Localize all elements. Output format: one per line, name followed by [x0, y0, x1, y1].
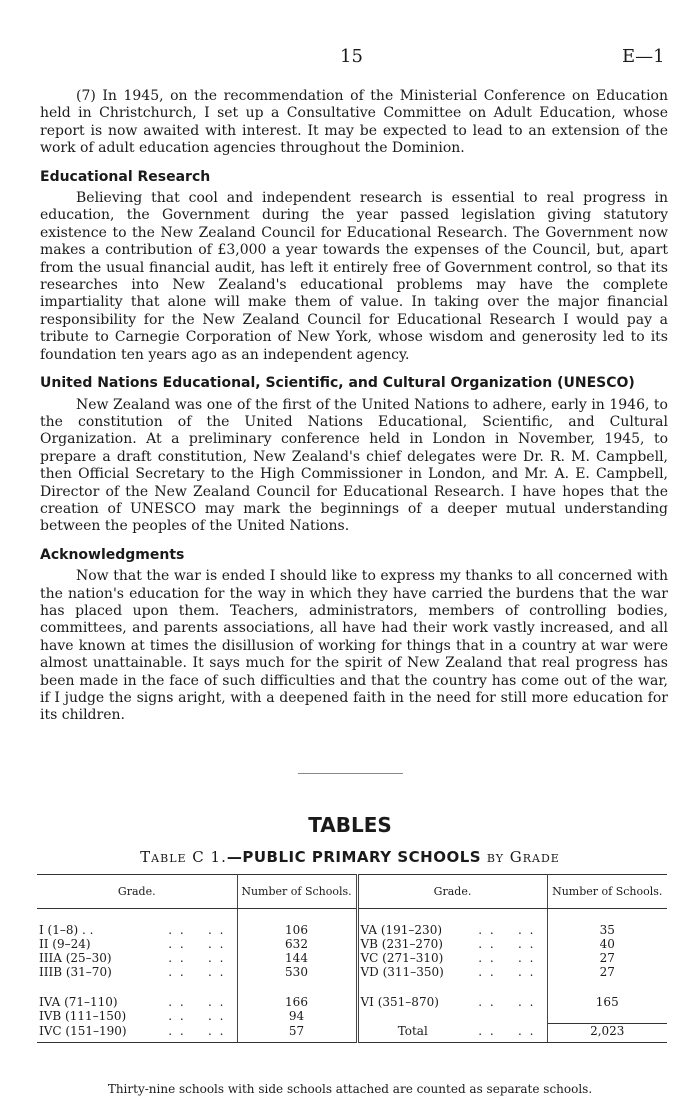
- grade-cell: IIIA (25–30): [39, 951, 112, 965]
- leader-dots: . .: [168, 965, 186, 979]
- grade-cell: IVB (111–150): [39, 1009, 127, 1024]
- spacer-row: [37, 979, 667, 995]
- leader-dots: . .: [467, 1024, 507, 1043]
- leader-dots: . .: [507, 995, 547, 1009]
- table-row: [37, 965, 667, 979]
- grade-cell: IIIB (31–70): [39, 965, 112, 979]
- leader-dots: . .: [507, 1024, 547, 1043]
- count-cell: 94: [237, 1009, 357, 1024]
- count-cell: 166: [237, 995, 357, 1009]
- grade-cell: VB (231–270): [360, 937, 443, 951]
- caption-main: —PUBLIC PRIMARY SCHOOLS: [226, 848, 482, 866]
- header-grade-right: Grade.: [357, 875, 547, 909]
- table-row: [37, 951, 667, 965]
- count-cell: 35: [599, 923, 615, 937]
- paragraph-7: (7) In 1945, on the recommendation of the Ministerial Conference on Education held in Christchurch, I set up a Consultative Committee on Adult Education, whose report is now awaited with interest. It may be expected to lead to an extension of the work of adult education agencies throughout the Dominion.: [40, 88, 668, 157]
- heading-unesco: United Nations Educational, Scientific, and Cultural Organization (UNESCO): [40, 375, 635, 392]
- leader-dots: . .: [197, 909, 237, 938]
- header-grade-left: Grade.: [37, 875, 237, 909]
- count-cell: 530: [237, 965, 357, 979]
- leader-dots: . .: [168, 995, 186, 1009]
- header-count-right: Number of Schools.: [547, 875, 667, 909]
- leader-dots: . .: [197, 965, 237, 979]
- table-caption: [0, 848, 700, 866]
- grade-cell: VC (271–310): [360, 951, 444, 965]
- count-cell: 27: [599, 965, 615, 979]
- table-row: [37, 909, 667, 938]
- leader-dots: . .: [168, 937, 186, 951]
- count-cell: 27: [599, 951, 615, 965]
- count-cell: 106: [237, 909, 357, 938]
- leader-dots: . .: [168, 951, 186, 965]
- leader-dots: . .: [507, 937, 547, 951]
- table-row: [37, 937, 667, 951]
- leader-dots: . .: [197, 995, 237, 1009]
- grade-cell: IVC (151–190): [37, 1024, 157, 1043]
- table-row: [37, 1024, 667, 1043]
- section-divider: [298, 773, 403, 774]
- leader-dots: . .: [168, 1009, 186, 1024]
- document-code: E—1: [622, 46, 665, 67]
- leader-dots: . .: [507, 965, 547, 979]
- heading-educational-research: Educational Research: [40, 168, 211, 185]
- leader-dots: . .: [478, 951, 496, 965]
- count-cell: 165: [595, 995, 619, 1009]
- count-cell: 40: [599, 937, 615, 951]
- leader-dots: . .: [168, 923, 186, 937]
- count-cell: 632: [237, 937, 357, 951]
- table-row: [37, 1009, 667, 1024]
- table-footnote: Thirty-nine schools with side schools attached are counted as separate schools.: [107, 1082, 593, 1096]
- caption-prefix: Table C 1.: [140, 848, 227, 866]
- leader-dots: . .: [197, 951, 237, 965]
- tables-title: TABLES: [308, 813, 392, 837]
- grade-cell: VD (311–350): [360, 965, 444, 979]
- leader-dots: . .: [478, 995, 496, 1009]
- leader-dots: . .: [197, 1009, 237, 1024]
- total-label: Total: [357, 1024, 467, 1043]
- caption-by: by: [481, 848, 510, 866]
- header-count-left: Number of Schools.: [237, 875, 357, 909]
- schools-by-grade-table: [37, 874, 667, 1043]
- leader-dots: . .: [197, 937, 237, 951]
- leader-dots: . .: [197, 1024, 237, 1043]
- grade-cell: II (9–24): [39, 937, 91, 951]
- count-cell: 144: [237, 951, 357, 965]
- leader-dots: . .: [507, 909, 547, 938]
- paragraph-unesco: New Zealand was one of the first of the United Nations to adhere, early in 1946, to the constitution of the United Nations Educational, Scientific, and Cultural Organization. At a preliminary conference held in London in November, 1945, to prepare a draft constitution, New Zealand's chief delegates were Dr. R. M. Campbell, then Official Secretary to the High Commissioner in London, and Mr. A. E. Campbell, Director of the New Zealand Council for Educational Research. I have hopes that the creation of UNESCO may mark the beginnings of a deeper mutual understanding between the peoples of the United Nations.: [40, 396, 668, 535]
- paragraph-educational-research: Believing that cool and independent research is essential to real progress in education, the Government during the year passed legislation giving statutory existence to the New Zealand Council for Educational Research. The Government now makes a contribution of £3,000 a year towards the expenses of the Council, but, apart from the usual financial audit, has left it entirely free of Government control, so that its researches into New Zealand's educational problems may have the complete impartiality that alone will make them of value. In taking over the major financial responsibility for the New Zealand Council for Educational Research I would pay a tribute to Carnegie Corporation of New York, whose wisdom and generosity led to its foundation ten years ago as an independent agency.: [40, 190, 668, 363]
- grade-cell: VA (191–230): [360, 923, 443, 937]
- leader-dots: . .: [478, 937, 496, 951]
- caption-grade: Grade: [509, 848, 560, 866]
- grade-cell: VI (351–870): [360, 995, 439, 1009]
- grade-cell: I (1–8) . .: [39, 923, 94, 937]
- body-text: [40, 88, 668, 725]
- leader-dots: . .: [507, 951, 547, 965]
- heading-acknowledgments: Acknowledgments: [40, 546, 185, 563]
- grade-cell: IVA (71–110): [39, 995, 118, 1009]
- table-header-row: [37, 875, 667, 909]
- page-number: 15: [340, 46, 363, 67]
- table-row: [37, 995, 667, 1009]
- leader-dots: . .: [478, 965, 496, 979]
- count-cell: 57: [237, 1024, 357, 1043]
- paragraph-acknowledgments: Now that the war is ended I should like to express my thanks to all concerned with the nation's education for the way in which they have carried the burdens that the war has placed upon them. Teachers, administrators, members of controlling bodies, committees, and parents associations, all have had their work vastly increased, and all have known at times the disillusion of working for things that in a country at war were almost unattainable. It says much for the spirit of New Zealand that real progress has been made in the face of such difficulties and that the country has come out of the war, if I judge the signs aright, with a deepened faith in the need for still more education for its children.: [40, 568, 668, 724]
- leader-dots: . .: [478, 923, 496, 937]
- leader-dots: . .: [157, 1024, 197, 1043]
- total-count: 2,023: [547, 1024, 667, 1043]
